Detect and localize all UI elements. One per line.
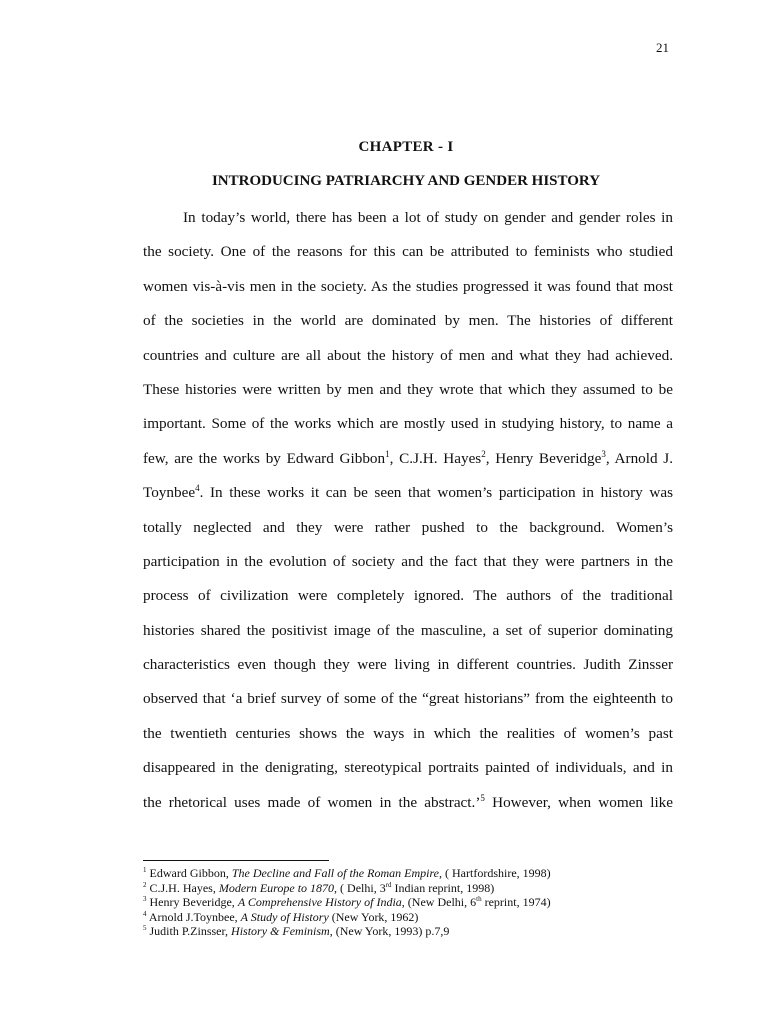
body-line: characteristics even though they were living in different countries. Judith Zinsser: [143, 656, 673, 674]
chapter-title: INTRODUCING PATRIARCHY AND GENDER HISTORY: [211, 173, 601, 189]
body-line: the society. One of the reasons for this can be attributed to feminists who studied: [143, 243, 673, 261]
body-line: participation in the evolution of society and the fact that they were partners in the: [143, 552, 673, 570]
body-line: In today’s world, there has been a lot of study on gender and gender roles in: [183, 209, 673, 226]
footnote-divider: [143, 860, 329, 861]
body-line: women vis-à-vis men in the society. As the studies progressed it was found that most: [143, 277, 673, 295]
body-line: important. Some of the works which are mostly used in studying history, to name a: [143, 415, 673, 433]
body-line: totally neglected and they were rather pushed to the background. Women’s: [143, 518, 673, 536]
body-line: These histories were written by men and they wrote that which they assumed to be: [143, 380, 673, 398]
body-line: the rhetorical uses made of women in the abstract.’$^5$ However, when women like: [143, 792, 673, 811]
footnote-ref: 3: [601, 448, 606, 459]
body-line: disappeared in the denigrating, stereotypical portraits painted of individuals, and in: [143, 759, 673, 777]
footnote-ref: 2: [481, 448, 486, 459]
body-line: countries and culture are all about the history of men and what they had achieved.: [143, 346, 673, 364]
page-number: 21: [656, 40, 669, 55]
body-line: of the societies in the world are dominated by men. The histories of different: [143, 312, 673, 330]
body-line: the twentieth centuries shows the ways in which the realities of women’s past: [143, 724, 673, 742]
body-line: Toynbee$^4$. In these works it can be seen that women’s participation in history was: [143, 483, 673, 502]
footnote-ref: 4: [195, 483, 200, 494]
body-text: [143, 206, 673, 825]
body-line: few, are the works by Edward Gibbon$^1$, C.J.H. Hayes$^2$, Henry Beveridge$^3$, Arnold J.: [143, 448, 673, 467]
chapter-label: CHAPTER - I: [358, 139, 454, 155]
footnote-ref: 1: [385, 448, 390, 459]
footnotes: [143, 866, 663, 939]
footnote: $^2$ C.J.H. Hayes, Modern Europe to 1870, ( Delhi, 3rd Indian reprint, 1998): [143, 880, 495, 895]
footnote: $^3$ Henry Beveridge, A Comprehensive History of India, (New Delhi, 6th reprint, 1974): [143, 895, 551, 910]
body-line: histories shared the positivist image of the masculine, a set of superior dominating: [143, 621, 673, 639]
footnote-ref: 5: [480, 792, 485, 803]
footnote: $^1$ Edward Gibbon, The Decline and Fall of the Roman Empire, ( Hartfordshire, 1998): [143, 866, 551, 880]
body-line: observed that ‘a brief survey of some of the “great historians” from the eighteenth to: [143, 690, 673, 708]
footnote: $^5$ Judith P.Zinsser, History & Feminism, (New York, 1993) p.7,9: [143, 924, 450, 939]
footnote: $^4$ Arnold J.Toynbee, A Study of History (New York, 1962): [143, 909, 419, 924]
body-line: process of civilization were completely ignored. The authors of the traditional: [143, 587, 673, 605]
